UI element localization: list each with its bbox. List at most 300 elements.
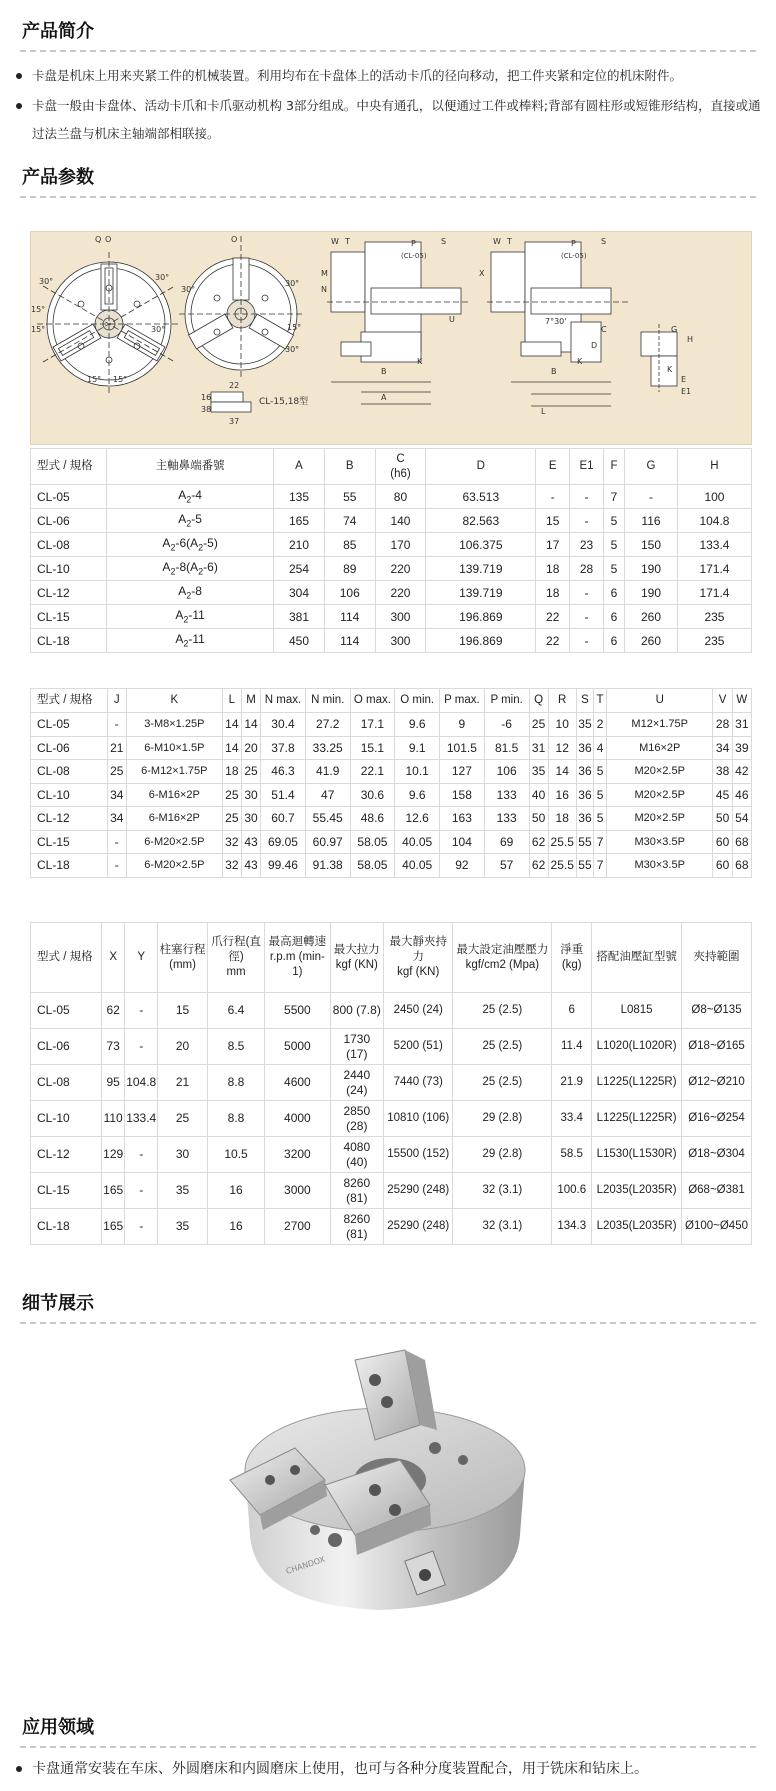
table-cell: Ø68~Ø381 bbox=[682, 1173, 752, 1209]
table-cell: Ø16~Ø254 bbox=[682, 1101, 752, 1137]
table-row bbox=[31, 854, 752, 878]
table-row bbox=[31, 1101, 752, 1137]
spec-table-2 bbox=[30, 688, 752, 878]
table-cell: 17.1 bbox=[350, 713, 395, 737]
table-cell: 30.6 bbox=[350, 783, 395, 807]
table-cell: 89 bbox=[324, 557, 375, 581]
table-row bbox=[31, 629, 752, 653]
table-cell: $A_2-6(A_2-5)$ bbox=[107, 533, 274, 557]
table-cell: 300 bbox=[375, 629, 426, 653]
table-cell: 15 bbox=[158, 993, 208, 1029]
table-row bbox=[31, 581, 752, 605]
table-cell: 104.8 bbox=[677, 509, 751, 533]
table-cell: 62 bbox=[102, 993, 125, 1029]
drawing-label: N bbox=[321, 285, 327, 294]
drawing-label: 15° bbox=[31, 325, 46, 334]
table-cell: 25 (2.5) bbox=[453, 1065, 552, 1101]
table-cell: 196.869 bbox=[426, 605, 536, 629]
table-cell: 48.6 bbox=[350, 807, 395, 831]
intro-bullet: 卡盘一般由卡盘体、活动卡爪和卡爪驱动机构 3部分组成。中央有通孔，以便通过工件或棒料;背部有圆柱形或短锥形结构，直接或通过法兰盘与机床主轴端部相联接。 bbox=[12, 92, 762, 148]
table-cell: 6 bbox=[603, 581, 624, 605]
table-cell: 28 bbox=[570, 557, 604, 581]
table-cell: 54 bbox=[732, 807, 751, 831]
model-cell: CL-12 bbox=[31, 581, 107, 605]
model-cell: CL-18 bbox=[31, 854, 108, 878]
table-cell: 6-M12×1.75P bbox=[126, 760, 222, 784]
table-cell: 30 bbox=[158, 1137, 208, 1173]
table-cell: 80 bbox=[375, 485, 426, 509]
table1-header-row bbox=[31, 449, 752, 485]
table-cell: 50 bbox=[529, 807, 548, 831]
table3-header: 最大設定油壓壓力 kgf/cm2 (Mpa) bbox=[453, 923, 552, 993]
model-cell: CL-12 bbox=[31, 807, 108, 831]
table-cell: 74 bbox=[324, 509, 375, 533]
drawing-label: L bbox=[541, 407, 546, 416]
table2-header: T bbox=[594, 689, 607, 713]
drawing-label: S bbox=[601, 237, 607, 246]
table-cell: 29 (2.8) bbox=[453, 1137, 552, 1173]
table-cell: 35 bbox=[529, 760, 548, 784]
table-cell: 18 bbox=[536, 557, 570, 581]
table3-header: Y bbox=[125, 923, 158, 993]
table2-header: O min. bbox=[395, 689, 440, 713]
table-cell: Ø8~Ø135 bbox=[682, 993, 752, 1029]
jaw-detail bbox=[201, 381, 308, 426]
table-cell: L0815 bbox=[592, 993, 682, 1029]
model-cell: CL-12 bbox=[31, 1137, 102, 1173]
table-cell: 106.375 bbox=[426, 533, 536, 557]
model-cell: CL-06 bbox=[31, 1029, 102, 1065]
drawing-label: (CL-05) bbox=[561, 252, 587, 260]
table-cell: 2 bbox=[594, 713, 607, 737]
table-cell: Ø12~Ø210 bbox=[682, 1065, 752, 1101]
table-cell: 163 bbox=[440, 807, 485, 831]
table-cell: 5000 bbox=[265, 1029, 330, 1065]
table-cell: 4 bbox=[594, 736, 607, 760]
table-cell: 116 bbox=[625, 509, 678, 533]
table-cell: 3000 bbox=[265, 1173, 330, 1209]
table2-header: N max. bbox=[261, 689, 306, 713]
table-cell: 30 bbox=[241, 807, 260, 831]
model-cell: CL-05 bbox=[31, 485, 107, 509]
drawing-label: 22 bbox=[229, 381, 240, 390]
table-cell: 5 bbox=[594, 760, 607, 784]
table-cell: 41.9 bbox=[305, 760, 350, 784]
table-cell: 8.5 bbox=[207, 1029, 264, 1065]
table-cell: 20 bbox=[241, 736, 260, 760]
table-cell: 36 bbox=[576, 760, 593, 784]
table-cell: 190 bbox=[625, 557, 678, 581]
model-cell: CL-15 bbox=[31, 830, 108, 854]
table-cell: 6 bbox=[603, 629, 624, 653]
table-cell: 104.8 bbox=[125, 1065, 158, 1101]
table3-header: 最高迴轉速 r.p.m (min-1) bbox=[265, 923, 330, 993]
table-cell: 8260 (81) bbox=[330, 1209, 384, 1245]
table-cell: L1530(L1530R) bbox=[592, 1137, 682, 1173]
table-cell: 73 bbox=[102, 1029, 125, 1065]
table-cell: 133.4 bbox=[125, 1101, 158, 1137]
drawing-label: B bbox=[551, 367, 557, 376]
table-cell: 165 bbox=[102, 1173, 125, 1209]
table-cell: 45 bbox=[713, 783, 732, 807]
table-cell: - bbox=[125, 1173, 158, 1209]
table-cell: 32 (3.1) bbox=[453, 1209, 552, 1245]
spec-table-3 bbox=[30, 922, 752, 1245]
table2-header: N min. bbox=[305, 689, 350, 713]
table-cell: L1020(L1020R) bbox=[592, 1029, 682, 1065]
table-cell: M16×2P bbox=[606, 736, 713, 760]
table-cell: - bbox=[125, 1209, 158, 1245]
drawing-label: K bbox=[417, 357, 423, 366]
table-cell: 39 bbox=[732, 736, 751, 760]
table-cell: 85 bbox=[324, 533, 375, 557]
table-cell: 68 bbox=[732, 830, 751, 854]
table3-header: X bbox=[102, 923, 125, 993]
table-cell: 15500 (152) bbox=[384, 1137, 453, 1173]
table-cell: 2850 (28) bbox=[330, 1101, 384, 1137]
drawing-label: T bbox=[507, 237, 512, 246]
table-row bbox=[31, 1173, 752, 1209]
detail-section-header bbox=[20, 1290, 756, 1324]
table-cell: 139.719 bbox=[426, 557, 536, 581]
table-cell: 5 bbox=[594, 807, 607, 831]
table-cell: 36 bbox=[576, 807, 593, 831]
detail-title: 细节展示 bbox=[22, 1293, 94, 1314]
table-cell: 95 bbox=[102, 1065, 125, 1101]
application-divider bbox=[20, 1746, 756, 1748]
table-cell: $A_2-11$ bbox=[107, 629, 274, 653]
table-cell: 10810 (106) bbox=[384, 1101, 453, 1137]
table-cell: 106 bbox=[324, 581, 375, 605]
table-cell: 46.3 bbox=[261, 760, 306, 784]
front-view-left bbox=[31, 235, 181, 396]
table-cell: 190 bbox=[625, 581, 678, 605]
table-cell: - bbox=[625, 485, 678, 509]
drawing-label: W bbox=[493, 237, 501, 246]
drawing-label: K bbox=[667, 365, 673, 374]
chuck-photo bbox=[215, 1330, 555, 1620]
model-cell: CL-10 bbox=[31, 1101, 102, 1137]
drawing-label: O bbox=[105, 235, 112, 244]
table3-header: 柱塞行程 (mm) bbox=[158, 923, 208, 993]
model-cell: CL-18 bbox=[31, 629, 107, 653]
table-cell: 8.8 bbox=[207, 1101, 264, 1137]
table2-header: O max. bbox=[350, 689, 395, 713]
table-cell: 5500 bbox=[265, 993, 330, 1029]
table-cell: 150 bbox=[625, 533, 678, 557]
table-cell: 21 bbox=[158, 1065, 208, 1101]
table-cell: 28 bbox=[713, 713, 732, 737]
drawing-label: O bbox=[231, 235, 238, 244]
table3-header: 搭配油壓缸型號 bbox=[592, 923, 682, 993]
table-cell: - bbox=[125, 1029, 158, 1065]
table-cell: 16 bbox=[207, 1173, 264, 1209]
table-cell: 60.7 bbox=[261, 807, 306, 831]
table2-header: M bbox=[241, 689, 260, 713]
table-cell: 55 bbox=[576, 830, 593, 854]
intro-title: 产品简介 bbox=[22, 21, 94, 42]
model-cell: CL-08 bbox=[31, 1065, 102, 1101]
table-cell: 5 bbox=[603, 557, 624, 581]
drawing-label: 15° bbox=[287, 323, 302, 332]
table-cell: 46 bbox=[732, 783, 751, 807]
table-cell: - bbox=[570, 629, 604, 653]
table-cell: 1730 (17) bbox=[330, 1029, 384, 1065]
table-cell: $A_2-8(A_2-6)$ bbox=[107, 557, 274, 581]
table-cell: 25290 (248) bbox=[384, 1173, 453, 1209]
bullet-dot-icon bbox=[16, 1766, 22, 1772]
table-cell: $A_2-5$ bbox=[107, 509, 274, 533]
table-cell: 29 (2.8) bbox=[453, 1101, 552, 1137]
table-cell: 304 bbox=[274, 581, 325, 605]
drawing-label: T bbox=[345, 237, 350, 246]
table-cell: 25 bbox=[529, 713, 548, 737]
table-cell: $A_2-4$ bbox=[107, 485, 274, 509]
table-cell: 25 bbox=[222, 783, 241, 807]
table-cell: 81.5 bbox=[484, 736, 529, 760]
mounting-detail bbox=[641, 324, 693, 396]
drawing-label: (CL-05) bbox=[401, 252, 427, 260]
table-cell: 60 bbox=[713, 854, 732, 878]
table-cell: 34 bbox=[713, 736, 732, 760]
table-cell: 33.25 bbox=[305, 736, 350, 760]
model-cell: CL-10 bbox=[31, 783, 108, 807]
table-cell: 6 bbox=[552, 993, 592, 1029]
table-row bbox=[31, 760, 752, 784]
table-cell: 25 bbox=[107, 760, 126, 784]
table-row bbox=[31, 807, 752, 831]
table2-header: K bbox=[126, 689, 222, 713]
drawing-label: A bbox=[381, 393, 387, 402]
table-cell: 36 bbox=[576, 783, 593, 807]
model-cell: CL-08 bbox=[31, 533, 107, 557]
table-cell: 235 bbox=[677, 605, 751, 629]
table-row bbox=[31, 783, 752, 807]
table-cell: 25 bbox=[158, 1101, 208, 1137]
drawing-label: H bbox=[687, 335, 694, 344]
drawing-label: 30° bbox=[285, 345, 300, 354]
table-cell: 40.05 bbox=[395, 854, 440, 878]
model-cell: CL-10 bbox=[31, 557, 107, 581]
table-cell: 7440 (73) bbox=[384, 1065, 453, 1101]
table-cell: 10.1 bbox=[395, 760, 440, 784]
table2-header: Q bbox=[529, 689, 548, 713]
table3-header: 型式 / 規格 bbox=[31, 923, 102, 993]
table-row bbox=[31, 1137, 752, 1173]
table-cell: 12.6 bbox=[395, 807, 440, 831]
application-section-header bbox=[20, 1714, 756, 1748]
table-cell: 32 bbox=[222, 830, 241, 854]
intro-section-header bbox=[20, 18, 756, 52]
table-cell: L2035(L2035R) bbox=[592, 1209, 682, 1245]
brand-engraving: CHANDOX bbox=[284, 1554, 327, 1576]
model-cell: CL-15 bbox=[31, 1173, 102, 1209]
table-cell: 38 bbox=[713, 760, 732, 784]
table-cell: 4000 bbox=[265, 1101, 330, 1137]
table-cell: 5 bbox=[594, 783, 607, 807]
table1-header: G bbox=[625, 449, 678, 485]
table-cell: 55 bbox=[576, 854, 593, 878]
front-view-right bbox=[179, 235, 303, 378]
drawing-label: C bbox=[601, 325, 607, 334]
table1-header: E1 bbox=[570, 449, 604, 485]
table-row bbox=[31, 557, 752, 581]
table-cell: 5 bbox=[603, 533, 624, 557]
table-cell: - bbox=[107, 854, 126, 878]
table2-header: W bbox=[732, 689, 751, 713]
drawing-label: 15° bbox=[31, 305, 46, 314]
table-row bbox=[31, 1209, 752, 1245]
table-cell: 82.563 bbox=[426, 509, 536, 533]
table-cell: 35 bbox=[158, 1209, 208, 1245]
table-cell: 9 bbox=[440, 713, 485, 737]
table-cell: 6-M20×2.5P bbox=[126, 854, 222, 878]
intro-bullet-list bbox=[12, 62, 762, 148]
params-title: 产品参数 bbox=[22, 167, 94, 188]
table-cell: -6 bbox=[484, 713, 529, 737]
table-cell: Ø100~Ø450 bbox=[682, 1209, 752, 1245]
table-cell: 110 bbox=[102, 1101, 125, 1137]
table-cell: 6-M20×2.5P bbox=[126, 830, 222, 854]
params-section-header bbox=[20, 164, 756, 198]
drawing-label: K bbox=[577, 357, 583, 366]
table-cell: - bbox=[107, 830, 126, 854]
drawing-label: 30° bbox=[181, 285, 196, 294]
table-cell: 133 bbox=[484, 783, 529, 807]
table-cell: 5 bbox=[603, 509, 624, 533]
table-cell: 196.869 bbox=[426, 629, 536, 653]
table-row bbox=[31, 533, 752, 557]
table-cell: 47 bbox=[305, 783, 350, 807]
params-divider bbox=[20, 196, 756, 198]
table-cell: 6-M10×1.5P bbox=[126, 736, 222, 760]
drawing-label: 30° bbox=[155, 273, 170, 282]
table-cell: 139.719 bbox=[426, 581, 536, 605]
table-cell: 31 bbox=[529, 736, 548, 760]
table-cell: 14 bbox=[222, 713, 241, 737]
table-cell: 800 (7.8) bbox=[330, 993, 384, 1029]
table-cell: 220 bbox=[375, 557, 426, 581]
table-cell: M30×3.5P bbox=[606, 854, 713, 878]
drawing-label: 7°30' bbox=[545, 317, 567, 326]
application-bullet-list bbox=[12, 1758, 762, 1780]
detail-divider bbox=[20, 1322, 756, 1324]
table-cell: 22.1 bbox=[350, 760, 395, 784]
table-row bbox=[31, 605, 752, 629]
table-cell: 133 bbox=[484, 807, 529, 831]
table-cell: 91.38 bbox=[305, 854, 350, 878]
table-cell: 25290 (248) bbox=[384, 1209, 453, 1245]
table-cell: 33.4 bbox=[552, 1101, 592, 1137]
drawing-label: 30° bbox=[39, 277, 54, 286]
model-cell: CL-06 bbox=[31, 509, 107, 533]
table-cell: 9.6 bbox=[395, 783, 440, 807]
table-cell: L2035(L2035R) bbox=[592, 1173, 682, 1209]
table-cell: 30.4 bbox=[261, 713, 306, 737]
table-cell: 17 bbox=[536, 533, 570, 557]
table-cell: 14 bbox=[548, 760, 576, 784]
drawing-label: 30° bbox=[151, 325, 166, 334]
table-cell: 9.1 bbox=[395, 736, 440, 760]
table-cell: 43 bbox=[241, 830, 260, 854]
table-cell: - bbox=[570, 485, 604, 509]
table-cell: 25 (2.5) bbox=[453, 993, 552, 1029]
table-cell: 133.4 bbox=[677, 533, 751, 557]
table-cell: - bbox=[125, 1137, 158, 1173]
table-cell: 37.8 bbox=[261, 736, 306, 760]
table-cell: 15.1 bbox=[350, 736, 395, 760]
table-cell: 7 bbox=[594, 854, 607, 878]
table-cell: 15 bbox=[536, 509, 570, 533]
table-cell: 16 bbox=[548, 783, 576, 807]
table-cell: 10.5 bbox=[207, 1137, 264, 1173]
table-cell: 20 bbox=[158, 1029, 208, 1065]
table-row bbox=[31, 993, 752, 1029]
table1-header: D bbox=[426, 449, 536, 485]
drawing-label: 30° bbox=[285, 279, 300, 288]
table-cell: 21 bbox=[107, 736, 126, 760]
table1-header: H bbox=[677, 449, 751, 485]
table-cell: 55 bbox=[324, 485, 375, 509]
drawing-label: E bbox=[681, 375, 687, 384]
table2-header: 型式 / 規格 bbox=[31, 689, 108, 713]
table-cell: 4600 bbox=[265, 1065, 330, 1101]
table-cell: 92 bbox=[440, 854, 485, 878]
application-bullet bbox=[12, 1758, 762, 1780]
table-cell: 35 bbox=[158, 1173, 208, 1209]
table-cell: 300 bbox=[375, 605, 426, 629]
table-cell: 114 bbox=[324, 629, 375, 653]
table2-header: R bbox=[548, 689, 576, 713]
table-cell: 22 bbox=[536, 605, 570, 629]
table-cell: 210 bbox=[274, 533, 325, 557]
table-cell: L1225(L1225R) bbox=[592, 1101, 682, 1137]
intro-divider bbox=[20, 50, 756, 52]
table-cell: 254 bbox=[274, 557, 325, 581]
table1-header: 主軸鼻端番號 bbox=[107, 449, 274, 485]
drawing-label: Q bbox=[95, 235, 102, 244]
table-cell: 2450 (24) bbox=[384, 993, 453, 1029]
table-cell: 5200 (51) bbox=[384, 1029, 453, 1065]
table-cell: 36 bbox=[576, 736, 593, 760]
table-cell: 60.97 bbox=[305, 830, 350, 854]
table-row bbox=[31, 509, 752, 533]
table-cell: M12×1.75P bbox=[606, 713, 713, 737]
drawing-label: P bbox=[411, 239, 416, 248]
drawing-label: G bbox=[671, 325, 678, 334]
table-cell: 31 bbox=[732, 713, 751, 737]
side-view-2 bbox=[479, 237, 631, 416]
table-cell: M20×2.5P bbox=[606, 783, 713, 807]
table-cell: 21.9 bbox=[552, 1065, 592, 1101]
table-cell: 101.5 bbox=[440, 736, 485, 760]
table-cell: 6 bbox=[603, 605, 624, 629]
drawing-label: W bbox=[331, 237, 339, 246]
table-cell: M30×3.5P bbox=[606, 830, 713, 854]
technical-drawing bbox=[30, 231, 752, 445]
table-cell: $A_2-8$ bbox=[107, 581, 274, 605]
table-cell: 134.3 bbox=[552, 1209, 592, 1245]
table-cell: 381 bbox=[274, 605, 325, 629]
table-cell: 100 bbox=[677, 485, 751, 509]
table-cell: M20×2.5P bbox=[606, 807, 713, 831]
drawing-label: X bbox=[479, 269, 485, 278]
table-cell: L1225(L1225R) bbox=[592, 1065, 682, 1101]
table-cell: 450 bbox=[274, 629, 325, 653]
table-cell: M20×2.5P bbox=[606, 760, 713, 784]
drawing-label: 38 bbox=[201, 405, 212, 414]
table-cell: 69.05 bbox=[261, 830, 306, 854]
